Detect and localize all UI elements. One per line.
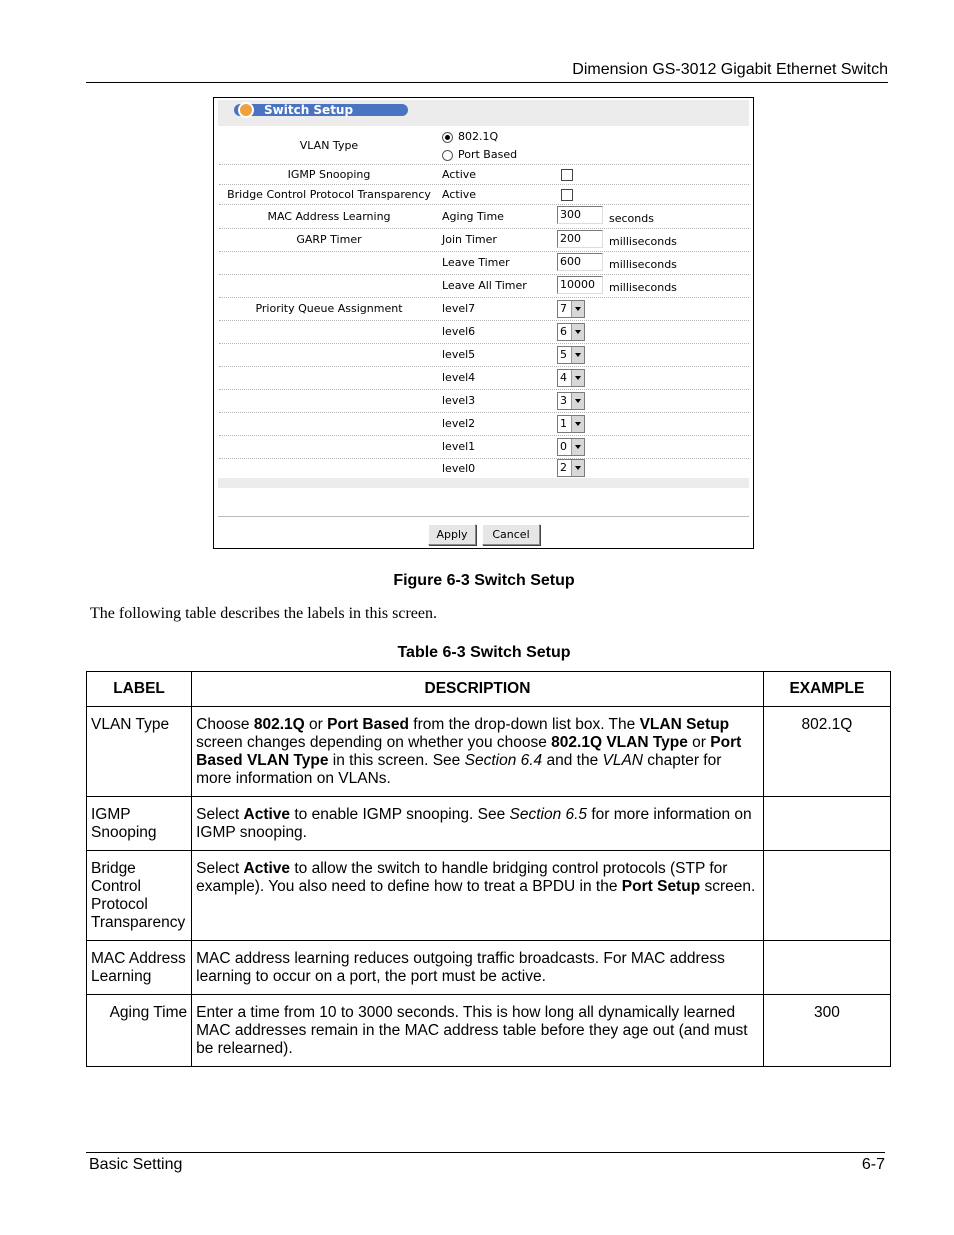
select-value: 5: [560, 348, 567, 361]
description-text: MAC address learning reduces outgoing traffic broadcasts. For MAC address learning to occur on a port, the port must be active.: [196, 950, 725, 985]
row-description: [192, 995, 764, 1067]
figure-caption: Figure 6-3 Switch Setup: [393, 572, 575, 589]
running-footer: [86, 1152, 885, 1175]
leave-unit: milliseconds: [609, 258, 677, 271]
igmp-row: [219, 165, 749, 185]
select-value: 2: [560, 461, 567, 474]
level4-select[interactable]: [557, 369, 585, 387]
description-text: 802.1Q VLAN Type: [551, 734, 688, 751]
description-text: or: [304, 716, 328, 733]
bpdu-label: Bridge Control Protocol Transparency: [227, 188, 431, 201]
chevron-down-icon[interactable]: [571, 324, 584, 340]
row-label: VLAN Type: [87, 707, 192, 797]
vlan-type-label: VLAN Type: [299, 139, 359, 152]
row-example: 300: [763, 995, 890, 1067]
level-label: level6: [442, 325, 476, 338]
level-label: level4: [442, 371, 476, 384]
row-label: IGMP Snooping: [87, 797, 192, 851]
description-text: for more information on IGMP snooping.: [196, 806, 752, 841]
row-label: Bridge Control Protocol Transparency: [87, 851, 192, 941]
level-label: level7: [442, 302, 476, 315]
level4-row: [219, 367, 749, 390]
description-text: or: [687, 734, 711, 751]
level7-row: [219, 298, 749, 321]
aging-time-label: Aging Time: [442, 210, 504, 223]
select-value: 3: [560, 394, 567, 407]
bpdu-active-label: Active: [442, 188, 477, 201]
level1-select[interactable]: [557, 438, 585, 456]
leave-timer-label: Leave Timer: [442, 256, 510, 269]
header-description: DESCRIPTION: [192, 672, 764, 707]
header-title: Dimension GS-3012 Gigabit Ethernet Switch: [572, 61, 888, 78]
description-text: Port Setup: [621, 878, 701, 895]
radio-selected-icon[interactable]: [442, 132, 453, 143]
level2-row: [219, 413, 749, 436]
description-text: in this screen. See: [328, 752, 465, 769]
leave-all-unit: milliseconds: [609, 281, 677, 294]
garp-leave-all-row: [219, 275, 749, 298]
garp-join-row: [219, 229, 749, 252]
join-unit: milliseconds: [609, 235, 677, 248]
description-text: screen.: [700, 878, 756, 895]
level5-select[interactable]: [557, 346, 585, 364]
table-body: [87, 707, 891, 1067]
description-text: Section 6.4: [464, 752, 543, 769]
select-value: 7: [560, 302, 567, 315]
level2-select[interactable]: [557, 415, 585, 433]
description-text: Active: [243, 860, 291, 877]
select-value: 4: [560, 371, 567, 384]
table-row: [87, 851, 891, 941]
igmp-active-label: Active: [442, 168, 477, 181]
table-row: [87, 941, 891, 995]
level-label: level3: [442, 394, 476, 407]
header-example: EXAMPLE: [763, 672, 890, 707]
row-label: Aging Time: [87, 995, 192, 1067]
igmp-active-checkbox[interactable]: [561, 169, 573, 181]
radio-unselected-icon[interactable]: [442, 150, 453, 161]
level7-select[interactable]: [557, 300, 585, 318]
bpdu-active-checkbox[interactable]: [561, 189, 573, 201]
table-row: [87, 707, 891, 797]
vlan-option-port-based-label: Port Based: [458, 148, 518, 161]
description-text: VLAN: [602, 752, 643, 769]
running-header: [86, 60, 888, 83]
chevron-down-icon[interactable]: [571, 301, 584, 317]
leave-all-timer-input[interactable]: 10000: [557, 276, 603, 294]
screen-title: Switch Setup: [264, 103, 354, 117]
level-label: level5: [442, 348, 476, 361]
cancel-button[interactable]: Cancel: [482, 524, 540, 545]
switch-setup-table: [86, 671, 891, 1067]
description-text: to allow the switch to handle bridging control protocols (STP for example). You also need to define how to treat a BPDU in the: [196, 860, 728, 895]
level3-row: [219, 390, 749, 413]
screen-title-band: [218, 100, 749, 126]
apply-button[interactable]: Apply: [428, 524, 476, 545]
description-text: 802.1Q: [253, 716, 305, 733]
table-row: [87, 995, 891, 1067]
row-example: [763, 797, 890, 851]
level3-select[interactable]: [557, 392, 585, 410]
table-row: [87, 797, 891, 851]
garp-timer-label: GARP Timer: [296, 233, 362, 246]
aging-unit: seconds: [609, 212, 654, 225]
igmp-label: IGMP Snooping: [287, 168, 371, 181]
level1-row: [219, 436, 749, 459]
level-label: level0: [442, 462, 476, 475]
chevron-down-icon[interactable]: [571, 460, 584, 476]
row-description: [192, 941, 764, 995]
vlan-option-8021q[interactable]: [442, 131, 498, 143]
row-example: [763, 941, 890, 995]
chevron-down-icon[interactable]: [571, 370, 584, 386]
level-label: level2: [442, 417, 476, 430]
join-timer-label: Join Timer: [442, 233, 497, 246]
level5-row: [219, 344, 749, 367]
description-text: screen changes depending on whether you choose: [196, 734, 552, 751]
mac-learning-row: [219, 205, 749, 229]
select-value: 0: [560, 440, 567, 453]
description-text: from the drop-down list box. The: [408, 716, 640, 733]
switch-setup-screen: [213, 97, 754, 549]
description-text: and the: [542, 752, 603, 769]
description-text: chapter for more information on VLANs.: [196, 752, 722, 787]
chevron-down-icon[interactable]: [571, 416, 584, 432]
screen-title-pill: [234, 104, 408, 116]
mac-learning-label: MAC Address Learning: [267, 210, 391, 223]
priority-queue-label: Priority Queue Assignment: [255, 302, 403, 315]
select-value: 1: [560, 417, 567, 430]
intro-text: The following table describes the labels in this screen.: [90, 605, 438, 622]
level-label: level1: [442, 440, 476, 453]
description-text: Port Based VLAN Type: [196, 734, 742, 769]
chevron-down-icon[interactable]: [571, 439, 584, 455]
row-description: [192, 851, 764, 941]
bpdu-row: [219, 185, 749, 205]
leave-timer-input[interactable]: 600: [557, 253, 603, 271]
level0-row: [219, 459, 749, 477]
screen-footer-band: [218, 478, 749, 488]
header-label: LABEL: [87, 672, 192, 707]
table-caption: Table 6-3 Switch Setup: [397, 644, 571, 661]
description-text: Select: [196, 806, 244, 823]
leave-all-timer-label: Leave All Timer: [442, 279, 527, 292]
level6-row: [219, 321, 749, 344]
description-text: Active: [243, 806, 291, 823]
row-description: [192, 797, 764, 851]
select-value: 6: [560, 325, 567, 338]
row-label: MAC Address Learning: [87, 941, 192, 995]
description-text: Select: [196, 860, 244, 877]
row-example: 802.1Q: [763, 707, 890, 797]
join-timer-input[interactable]: 200: [557, 230, 603, 248]
vlan-option-port-based[interactable]: [442, 149, 517, 161]
screen-divider: [218, 516, 749, 517]
description-text: to enable IGMP snooping. See: [290, 806, 510, 823]
orb-icon: [238, 102, 254, 118]
table-header-row: [87, 672, 891, 707]
description-text: VLAN Setup: [639, 716, 730, 733]
footer-section: Basic Setting: [89, 1156, 183, 1173]
description-text: Choose: [196, 716, 254, 733]
level0-select[interactable]: [557, 459, 585, 477]
description-text: Port Based: [327, 716, 409, 733]
description-text: Section 6.5: [509, 806, 588, 823]
row-description: [192, 707, 764, 797]
garp-leave-row: [219, 252, 749, 275]
vlan-type-row: [219, 128, 749, 165]
row-example: [763, 851, 890, 941]
aging-time-input[interactable]: 300: [557, 206, 603, 224]
level6-select[interactable]: [557, 323, 585, 341]
description-text: Enter a time from 10 to 3000 seconds. This is how long all dynamically learned MAC addresses remain in the MAC address table before they age out (and must be relearned).: [196, 1004, 748, 1057]
chevron-down-icon[interactable]: [571, 347, 584, 363]
chevron-down-icon[interactable]: [571, 393, 584, 409]
page-number: 6-7: [861, 1156, 885, 1173]
vlan-option-8021q-label: 802.1Q: [458, 130, 499, 143]
